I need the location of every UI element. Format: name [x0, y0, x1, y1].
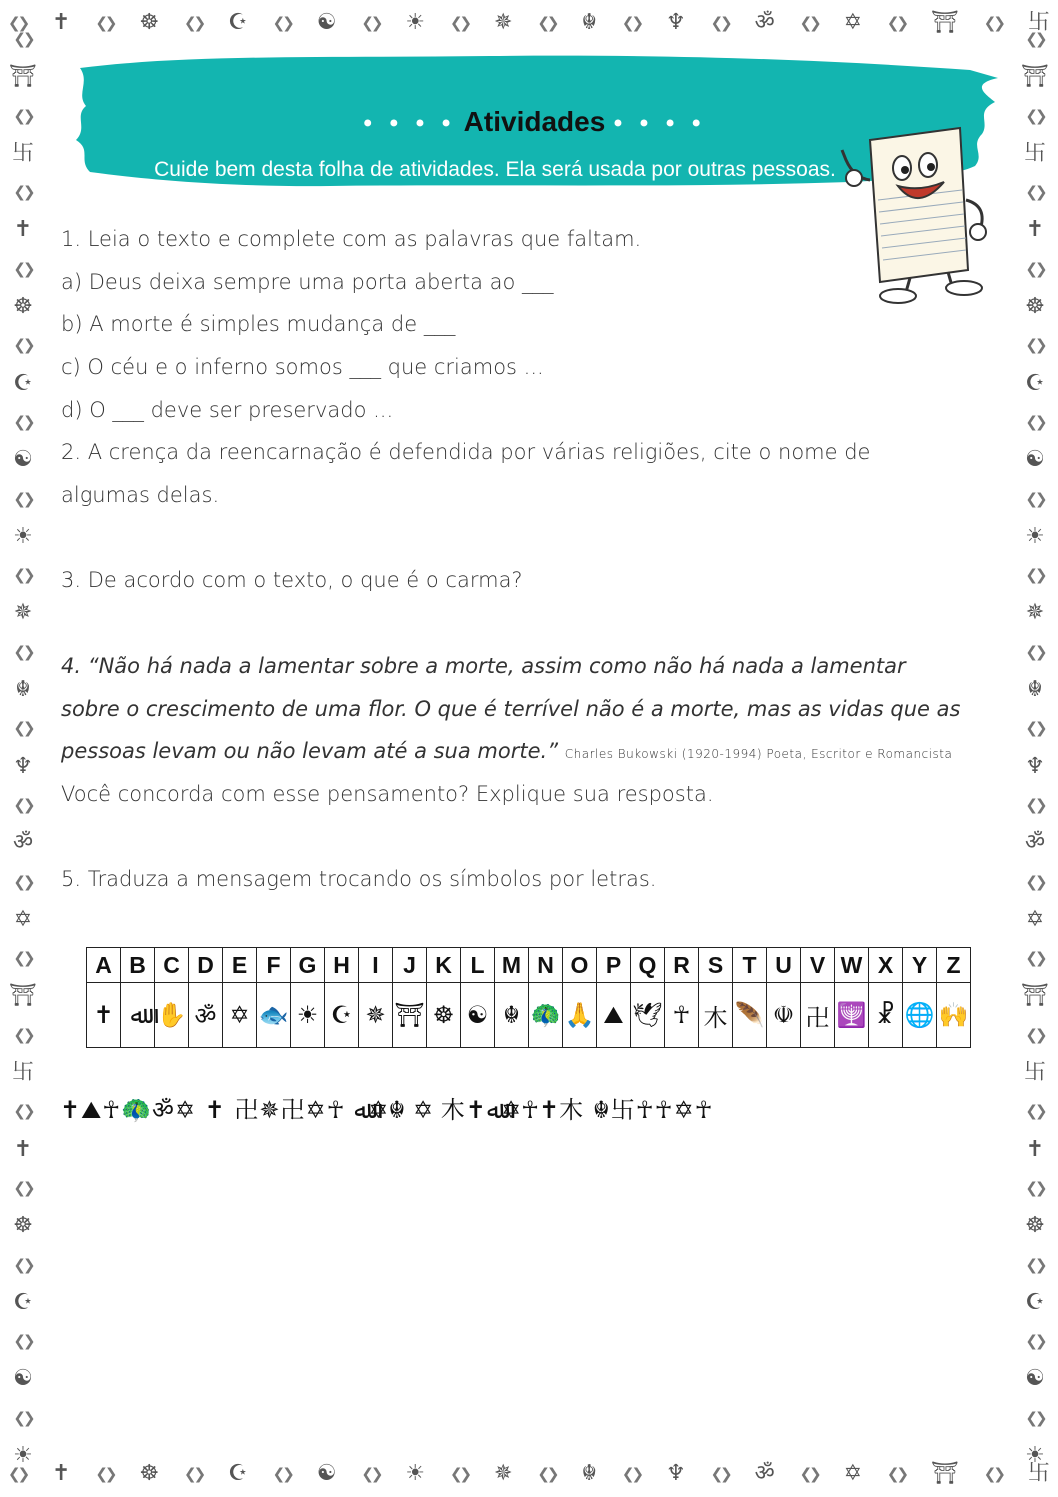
cipher-letter-w: W [835, 948, 869, 983]
border-religious-symbol-icon: ✝ [13, 217, 33, 243]
border-chevron: ❮❯ [361, 14, 381, 32]
border-religious-symbol-icon: ☬ [581, 1461, 598, 1486]
border-chevron: ❮❯ [13, 642, 33, 661]
border-chevron: ❮❯ [621, 14, 642, 32]
border-chevron: ❮❯ [799, 14, 819, 32]
border-chevron: ❮❯ [1025, 1332, 1045, 1351]
border-religious-symbol-icon: ✡ [843, 10, 863, 35]
cipher-letter-v: V [801, 948, 835, 983]
cipher-letter-t: T [733, 948, 767, 983]
border-religious-symbol-icon: ☪ [13, 370, 33, 396]
border-chevron: ❮❯ [13, 1408, 33, 1427]
border-religious-symbol-icon: ☀ [13, 1442, 33, 1468]
border-chevron: ❮❯ [710, 14, 730, 32]
border-religious-symbol-icon: ☪ [228, 1461, 248, 1486]
cipher-symbol-p: ⛰ [597, 983, 631, 1048]
border-religious-symbol-icon: ॐ [12, 830, 34, 856]
cipher-symbol-a: ✝ [87, 983, 121, 1048]
border-religious-symbol-icon: ✵ [494, 10, 513, 35]
question-4-line-2: sobre o crescimento de uma flor. O que é terrível não é a morte, mas as vidas que as [61, 697, 961, 721]
cipher-letter-o: O [563, 948, 597, 983]
cipher-letter-q: Q [631, 948, 665, 983]
cipher-letters-row [87, 948, 971, 983]
border-chevron: ❮❯ [13, 1255, 33, 1274]
border-chevron: ❮❯ [95, 1465, 115, 1483]
question-1a: a) Deus deixa sempre uma porta aberta ao ___ [61, 270, 554, 294]
border-religious-symbol-icon: ॐ [754, 1461, 775, 1486]
paper-mascot-icon [840, 120, 1000, 305]
border-religious-symbol-icon: ॐ [754, 10, 775, 35]
border-chevron: ❮❯ [449, 14, 470, 32]
cipher-symbol-u: ☫ [767, 983, 801, 1048]
question-1: 1. Leia o texto e complete com as palavras que faltam. [61, 227, 642, 251]
border-religious-symbol-icon: ☀ [13, 523, 33, 549]
border-religious-symbol-icon: ✝ [1025, 217, 1045, 243]
cipher-letter-s: S [699, 948, 733, 983]
cipher-letter-m: M [495, 948, 529, 983]
question-1d: d) O ___ deve ser preservado ... [61, 398, 394, 422]
cipher-symbol-f: 🐟 [257, 983, 291, 1048]
border-religious-symbol-icon: ⛩ [930, 10, 959, 35]
instruction-line-2: Responda às questões a seguir no seu caderno. [269, 190, 721, 213]
border-religious-symbol-icon: ☬ [581, 10, 598, 35]
border-left [6, 30, 40, 1467]
question-1b: b) A morte é simples mudança de ___ [61, 312, 456, 336]
cipher-symbol-x: ☧ [869, 983, 903, 1048]
cipher-letter-f: F [257, 948, 291, 983]
question-4-line-1: 4. “Não há nada a lamentar sobre a morte, assim como não há nada a lamentar [61, 654, 906, 678]
cipher-letter-n: N [529, 948, 563, 983]
cipher-symbol-s: 木 [699, 983, 733, 1048]
border-religious-symbol-icon: ⛩ [9, 983, 37, 1009]
cipher-symbol-r: ☥ [665, 983, 699, 1048]
cipher-symbol-d: ॐ [189, 983, 223, 1048]
cipher-symbols-row [87, 983, 971, 1048]
cipher-symbol-e: ✡ [223, 983, 257, 1048]
border-chevron: ❮❯ [1025, 719, 1045, 738]
cipher-symbol-b: ﷲ [121, 983, 155, 1048]
border-religious-symbol-icon: ☸ [13, 294, 33, 320]
border-top [8, 6, 1050, 40]
cipher-letter-y: Y [903, 948, 937, 983]
border-chevron: ❮❯ [537, 14, 557, 32]
cipher-letter-z: Z [937, 948, 971, 983]
border-religious-symbol-icon: 卐 [11, 1060, 34, 1086]
border-chevron: ❮❯ [1025, 566, 1045, 585]
cipher-symbol-w: 🕎 [835, 983, 869, 1048]
cipher-letter-b: B [121, 948, 155, 983]
border-religious-symbol-icon: ✵ [13, 600, 33, 626]
border-chevron: ❮❯ [13, 106, 33, 125]
question-4-prompt: Você concorda com esse pensamento? Explique sua resposta. [61, 782, 714, 806]
border-religious-symbol-icon: ☸ [139, 1461, 160, 1486]
cipher-symbol-g: ☀ [291, 983, 325, 1048]
border-religious-symbol-icon: ☀ [1025, 1442, 1045, 1468]
border-chevron: ❮❯ [13, 1332, 33, 1351]
border-religious-symbol-icon: ☯ [13, 447, 33, 473]
cipher-letter-e: E [223, 948, 257, 983]
cipher-symbol-n: 🦚 [529, 983, 563, 1048]
border-chevron: ❮❯ [184, 1465, 204, 1483]
border-religious-symbol-icon: ☪ [13, 1289, 33, 1315]
border-chevron: ❮❯ [621, 1465, 642, 1483]
border-religious-symbol-icon: ♆ [1025, 753, 1045, 779]
border-religious-symbol-icon: ☬ [1027, 677, 1043, 703]
border-religious-symbol-icon: ☸ [1025, 1213, 1045, 1239]
question-2-line-2: algumas delas. [61, 483, 220, 507]
border-religious-symbol-icon: 卐 [1023, 1060, 1046, 1086]
border-chevron: ❮❯ [1025, 872, 1045, 891]
cipher-symbol-l: ☯ [461, 983, 495, 1048]
title-dots-right: ● ● ● ● [613, 114, 708, 132]
border-religious-symbol-icon: ✡ [13, 906, 33, 932]
border-chevron: ❮❯ [1025, 1178, 1045, 1197]
border-chevron: ❮❯ [1025, 949, 1045, 968]
border-religious-symbol-icon: 卐 [1023, 140, 1046, 166]
border-chevron: ❮❯ [1025, 106, 1045, 125]
border-chevron: ❮❯ [8, 1465, 28, 1483]
cipher-symbol-v: 卍 [801, 983, 835, 1048]
border-chevron: ❮❯ [886, 1465, 907, 1483]
question-3: 3. De acordo com o texto, o que é o carma? [61, 568, 523, 592]
border-chevron: ❮❯ [1025, 412, 1045, 431]
border-religious-symbol-icon: ☸ [1025, 294, 1045, 320]
question-5: 5. Traduza a mensagem trocando os símbolos por letras. [61, 867, 657, 891]
border-chevron: ❮❯ [13, 412, 33, 431]
cipher-symbol-q: 🕊 [631, 983, 665, 1048]
border-chevron: ❮❯ [537, 1465, 557, 1483]
border-chevron: ❮❯ [449, 1465, 470, 1483]
border-chevron: ❮❯ [1025, 1255, 1045, 1274]
border-religious-symbol-icon: 卐 [1027, 1461, 1050, 1486]
cipher-letter-j: J [393, 948, 427, 983]
border-religious-symbol-icon: ☀ [405, 1461, 426, 1486]
border-chevron: ❮❯ [710, 1465, 730, 1483]
cipher-letter-l: L [461, 948, 495, 983]
question-4-line-3 [61, 739, 952, 763]
border-chevron: ❮❯ [13, 566, 33, 585]
border-religious-symbol-icon: ✝ [13, 1136, 33, 1162]
border-religious-symbol-icon: ☯ [316, 1461, 337, 1486]
cipher-symbol-z: 🙌 [937, 983, 971, 1048]
border-religious-symbol-icon: 卐 [1027, 10, 1050, 35]
border-religious-symbol-icon: ⛩ [9, 64, 37, 90]
quote-credit: Charles Bukowski (1920-1994) Poeta, Escritor e Romancista [564, 747, 953, 761]
cipher-symbol-y: 🌐 [903, 983, 937, 1048]
cipher-symbol-h: ☪ [325, 983, 359, 1048]
border-chevron: ❮❯ [13, 336, 33, 355]
border-bottom [8, 1457, 1050, 1491]
border-chevron: ❮❯ [983, 1465, 1003, 1483]
border-chevron: ❮❯ [13, 1102, 33, 1121]
border-chevron: ❮❯ [1025, 489, 1045, 508]
border-religious-symbol-icon: ॐ [1024, 830, 1046, 856]
border-right [1018, 30, 1052, 1467]
cipher-symbol-m: ☬ [495, 983, 529, 1048]
border-chevron: ❮❯ [1025, 1025, 1045, 1044]
cipher-letter-u: U [767, 948, 801, 983]
border-religious-symbol-icon: ☯ [316, 10, 337, 35]
cipher-symbol-c: ✋ [155, 983, 189, 1048]
border-religious-symbol-icon: ✵ [1025, 600, 1045, 626]
cipher-letter-h: H [325, 948, 359, 983]
border-chevron: ❮❯ [1025, 336, 1045, 355]
border-chevron: ❮❯ [13, 1025, 33, 1044]
border-religious-symbol-icon: ☯ [13, 1366, 33, 1392]
border-religious-symbol-icon: ☸ [13, 1213, 33, 1239]
border-religious-symbol-icon: ✝ [52, 1461, 71, 1486]
border-chevron: ❮❯ [1025, 259, 1045, 278]
border-chevron: ❮❯ [13, 719, 33, 738]
border-religious-symbol-icon: ☪ [228, 10, 248, 35]
border-chevron: ❮❯ [13, 1178, 33, 1197]
border-religious-symbol-icon: ☸ [139, 10, 160, 35]
border-religious-symbol-icon: ✝ [52, 10, 71, 35]
border-religious-symbol-icon: ✡ [843, 1461, 863, 1486]
border-religious-symbol-icon: ☪ [1025, 1289, 1045, 1315]
border-chevron: ❮❯ [886, 14, 907, 32]
cipher-symbol-j: ⛩ [393, 983, 427, 1048]
border-religious-symbol-icon: ☀ [1025, 523, 1045, 549]
title-text: Atividades [463, 106, 606, 137]
border-chevron: ❮❯ [13, 259, 33, 278]
question-1c: c) O céu e o inferno somos ___ que criamos ... [61, 355, 544, 379]
border-chevron: ❮❯ [1025, 795, 1045, 814]
border-religious-symbol-icon: ☯ [1025, 447, 1045, 473]
cipher-letter-k: K [427, 948, 461, 983]
border-religious-symbol-icon: ♆ [665, 1461, 686, 1486]
quote-end: pessoas levam ou não levam até a sua morte.” [61, 739, 559, 763]
border-chevron: ❮❯ [13, 949, 33, 968]
cipher-letter-r: R [665, 948, 699, 983]
border-chevron: ❮❯ [13, 30, 33, 48]
cipher-letter-d: D [189, 948, 223, 983]
cipher-table [86, 947, 971, 1048]
border-chevron: ❮❯ [184, 14, 204, 32]
border-religious-symbol-icon: ☯ [1025, 1366, 1045, 1392]
cipher-symbol-k: ☸ [427, 983, 461, 1048]
cipher-symbol-t: 🪶 [733, 983, 767, 1048]
border-religious-symbol-icon: ✵ [494, 1461, 513, 1486]
instruction-line-1: Cuide bem desta folha de atividades. Ela será usada por outras pessoas. [154, 158, 836, 181]
encoded-message: ✝⛰☥🦚ॐ✡ ✝ 卍✵卍✡☥ ﷲ✡☬ ✡ 木✝ﷲ✡☥✝木 ☬卐☥☥✡☥ [60, 1096, 714, 1124]
border-chevron: ❮❯ [13, 183, 33, 202]
border-religious-symbol-icon: ✡ [1025, 906, 1045, 932]
border-religious-symbol-icon: ♆ [665, 10, 686, 35]
border-chevron: ❮❯ [95, 14, 115, 32]
border-religious-symbol-icon: ⛩ [1021, 983, 1049, 1009]
border-chevron: ❮❯ [1025, 1408, 1045, 1427]
border-religious-symbol-icon: ☀ [405, 10, 426, 35]
border-chevron: ❮❯ [13, 489, 33, 508]
border-religious-symbol-icon: ⛩ [1021, 64, 1049, 90]
border-religious-symbol-icon: ♆ [13, 753, 33, 779]
cipher-letter-i: I [359, 948, 393, 983]
border-religious-symbol-icon: ✝ [1025, 1136, 1045, 1162]
title-dots-left: ● ● ● ● [362, 114, 457, 132]
border-chevron: ❮❯ [1025, 183, 1045, 202]
border-chevron: ❮❯ [1025, 1102, 1045, 1121]
border-chevron: ❮❯ [799, 1465, 819, 1483]
border-religious-symbol-icon: ☪ [1025, 370, 1045, 396]
cipher-letter-p: P [597, 948, 631, 983]
border-chevron: ❮❯ [361, 1465, 381, 1483]
border-chevron: ❮❯ [983, 14, 1003, 32]
cipher-letter-g: G [291, 948, 325, 983]
border-chevron: ❮❯ [13, 795, 33, 814]
cipher-letter-c: C [155, 948, 189, 983]
cipher-symbol-o: 🙏 [563, 983, 597, 1048]
border-religious-symbol-icon: ⛩ [930, 1461, 959, 1486]
cipher-symbol-i: ✵ [359, 983, 393, 1048]
border-chevron: ❮❯ [13, 872, 33, 891]
cipher-letter-a: A [87, 948, 121, 983]
border-chevron: ❮❯ [1025, 30, 1045, 48]
border-chevron: ❮❯ [1025, 642, 1045, 661]
border-religious-symbol-icon: ☬ [15, 677, 31, 703]
border-chevron: ❮❯ [272, 14, 292, 32]
question-2-line-1: 2. A crença da reencarnação é defendida por várias religiões, cite o nome de [61, 440, 871, 464]
border-chevron: ❮❯ [8, 14, 28, 32]
border-religious-symbol-icon: 卐 [11, 140, 34, 166]
border-chevron: ❮❯ [272, 1465, 292, 1483]
cipher-letter-x: X [869, 948, 903, 983]
